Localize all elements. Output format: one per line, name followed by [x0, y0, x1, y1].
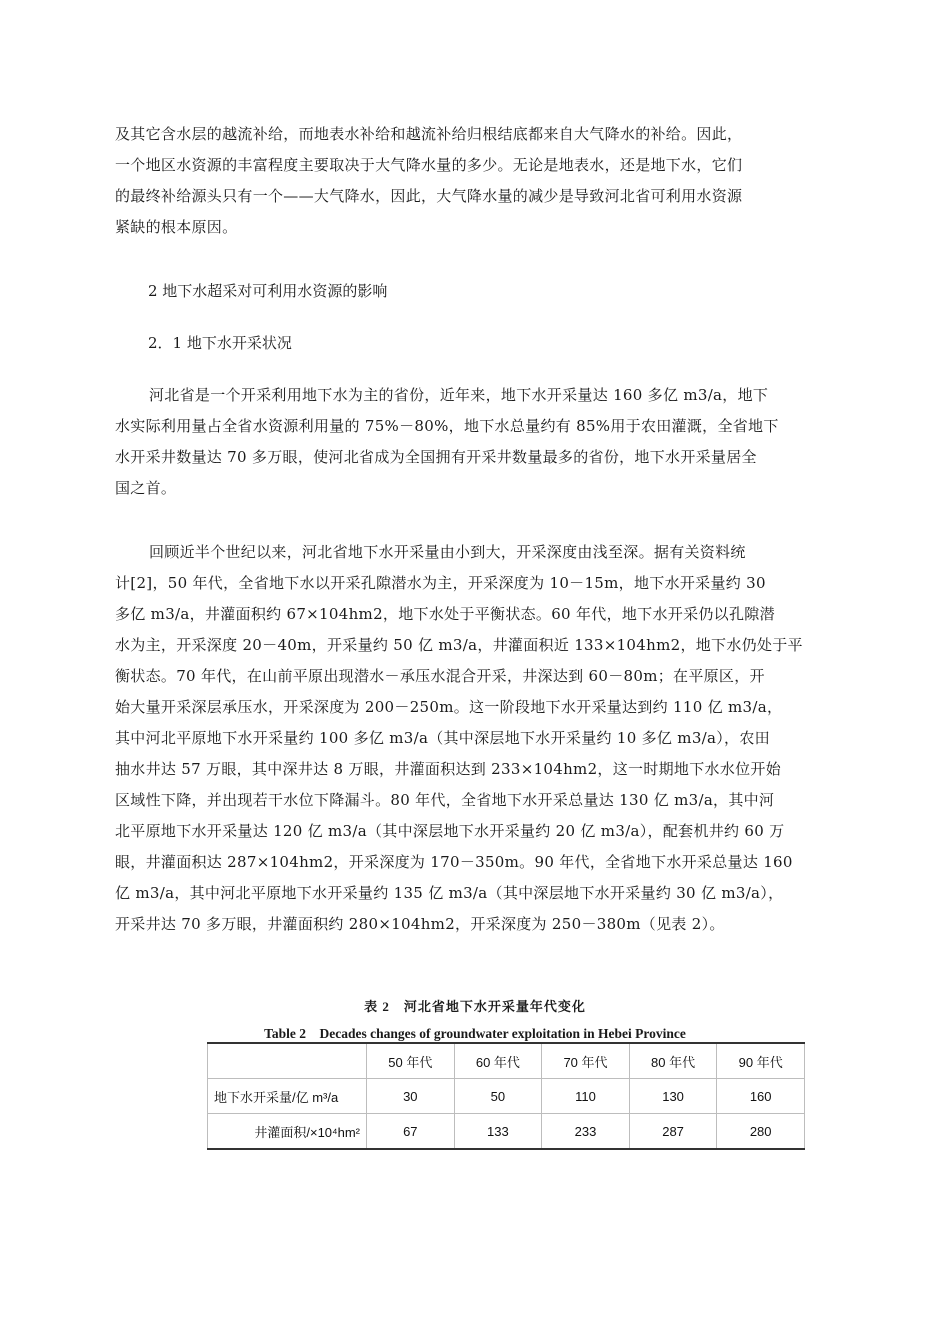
- table-header-cell: 60 年代: [454, 1043, 542, 1079]
- paragraph-water-supply: [115, 119, 835, 243]
- text-line: 衡状态。70 年代，在山前平原出现潜水－承压水混合开采，井深达到 60－80m；在平原区，开: [115, 667, 765, 685]
- text-line: 一个地区水资源的丰富程度主要取决于大气降水量的多少。无论是地表水，还是地下水，它们: [115, 156, 743, 174]
- table-row: [208, 1079, 805, 1114]
- text-line: 眼，井灌面积达 287×104hm2，开采深度为 170－350m。90 年代，全省地下水开采总量达 160: [115, 853, 793, 871]
- table-header-cell: 80 年代: [629, 1043, 717, 1079]
- table-cell: 50: [454, 1079, 542, 1114]
- section-heading: 2 地下水超采对可利用水资源的影响: [148, 282, 388, 300]
- text-line: 回顾近半个世纪以来，河北省地下水开采量由小到大，开采深度由浅至深。据有关资料统: [149, 543, 746, 561]
- text-line: 水实际利用量占全省水资源利用量的 75%－80%，地下水总量约有 85%用于农田灌溉，全省地下: [115, 417, 779, 435]
- table-header-cell: 70 年代: [542, 1043, 630, 1079]
- table-cell: 287: [629, 1114, 717, 1150]
- subsection-heading: 2．1 地下水开采状况: [148, 334, 292, 352]
- table-header-cell: [208, 1043, 367, 1079]
- table-cell: 130: [629, 1079, 717, 1114]
- text-line: 多亿 m3/a，井灌面积约 67×104hm2，地下水处于平衡状态。60 年代，地下水开采仍以孔隙潜: [115, 605, 775, 623]
- table-cell: 30: [367, 1079, 455, 1114]
- text-line: 紧缺的根本原因。: [115, 218, 238, 236]
- table-row: [208, 1114, 805, 1150]
- text-line: 水开采井数量达 70 多万眼，使河北省成为全国拥有开采井数量最多的省份，地下水开采量居全: [115, 448, 757, 466]
- paragraph-exploitation-status: [115, 380, 835, 504]
- text-line: 河北省是一个开采利用地下水为主的省份，近年来，地下水开采量达 160 多亿 m3/a，地下: [149, 386, 769, 404]
- row-label-exploitation: 地下水开采量/亿 m³/a: [208, 1079, 367, 1114]
- text-line: 水为主，开采深度 20－40m，开采量约 50 亿 m3/a，井灌面积近 133×104hm2，地下水仍处于平: [115, 636, 803, 654]
- table-cell: 110: [542, 1079, 630, 1114]
- table-header-cell: 90 年代: [717, 1043, 805, 1079]
- table-cell: 280: [717, 1114, 805, 1150]
- text-line: 抽水井达 57 万眼，其中深井达 8 万眼，井灌面积达到 233×104hm2，这一时期地下水水位开始: [115, 760, 782, 778]
- table-header-row: [208, 1043, 805, 1079]
- table-cell: 233: [542, 1114, 630, 1150]
- table-cell: 133: [454, 1114, 542, 1150]
- text-line: 国之首。: [115, 479, 177, 497]
- text-line: 的最终补给源头只有一个——大气降水，因此，大气降水量的减少是导致河北省可利用水资源: [115, 187, 743, 205]
- table-cell: 160: [717, 1079, 805, 1114]
- groundwater-table: [207, 1042, 805, 1150]
- text-line: 其中河北平原地下水开采量约 100 多亿 m3/a（其中深层地下水开采量约 10 多亿 m3/a），农田: [115, 729, 770, 747]
- text-line: 亿 m3/a，其中河北平原地下水开采量约 135 亿 m3/a（其中深层地下水开采量约 30 亿 m3/a），: [115, 884, 784, 902]
- table-caption-english: Table 2 Decades changes of groundwater exploitation in Hebei Province: [264, 1026, 686, 1041]
- table-caption-chinese: 表 2 河北省地下水开采量年代变化: [364, 999, 586, 1014]
- row-label-irrigation-area: 井灌面积/×10⁴hm²: [208, 1114, 367, 1150]
- text-line: 区域性下降，并出现若干水位下降漏斗。80 年代，全省地下水开采总量达 130 亿 m3/a，其中河: [115, 791, 775, 809]
- text-line: 北平原地下水开采量达 120 亿 m3/a（其中深层地下水开采量约 20 亿 m3/a），配套机井约 60 万: [115, 822, 785, 840]
- text-line: 及其它含水层的越流补给，而地表水补给和越流补给归根结底都来自大气降水的补给。因此，: [115, 125, 743, 143]
- text-line: 计[2]，50 年代，全省地下水以开采孔隙潜水为主，开采深度为 10－15m，地下水开采量约 30: [115, 574, 766, 592]
- table-cell: 67: [367, 1114, 455, 1150]
- text-line: 开采井达 70 多万眼，井灌面积约 280×104hm2，开采深度为 250－380m（见表 2）。: [115, 915, 725, 933]
- text-line: 始大量开采深层承压水，开采深度为 200－250m。这一阶段地下水开采量达到约 110 亿 m3/a，: [115, 698, 783, 716]
- paragraph-history: [115, 537, 835, 940]
- table-header-cell: 50 年代: [367, 1043, 455, 1079]
